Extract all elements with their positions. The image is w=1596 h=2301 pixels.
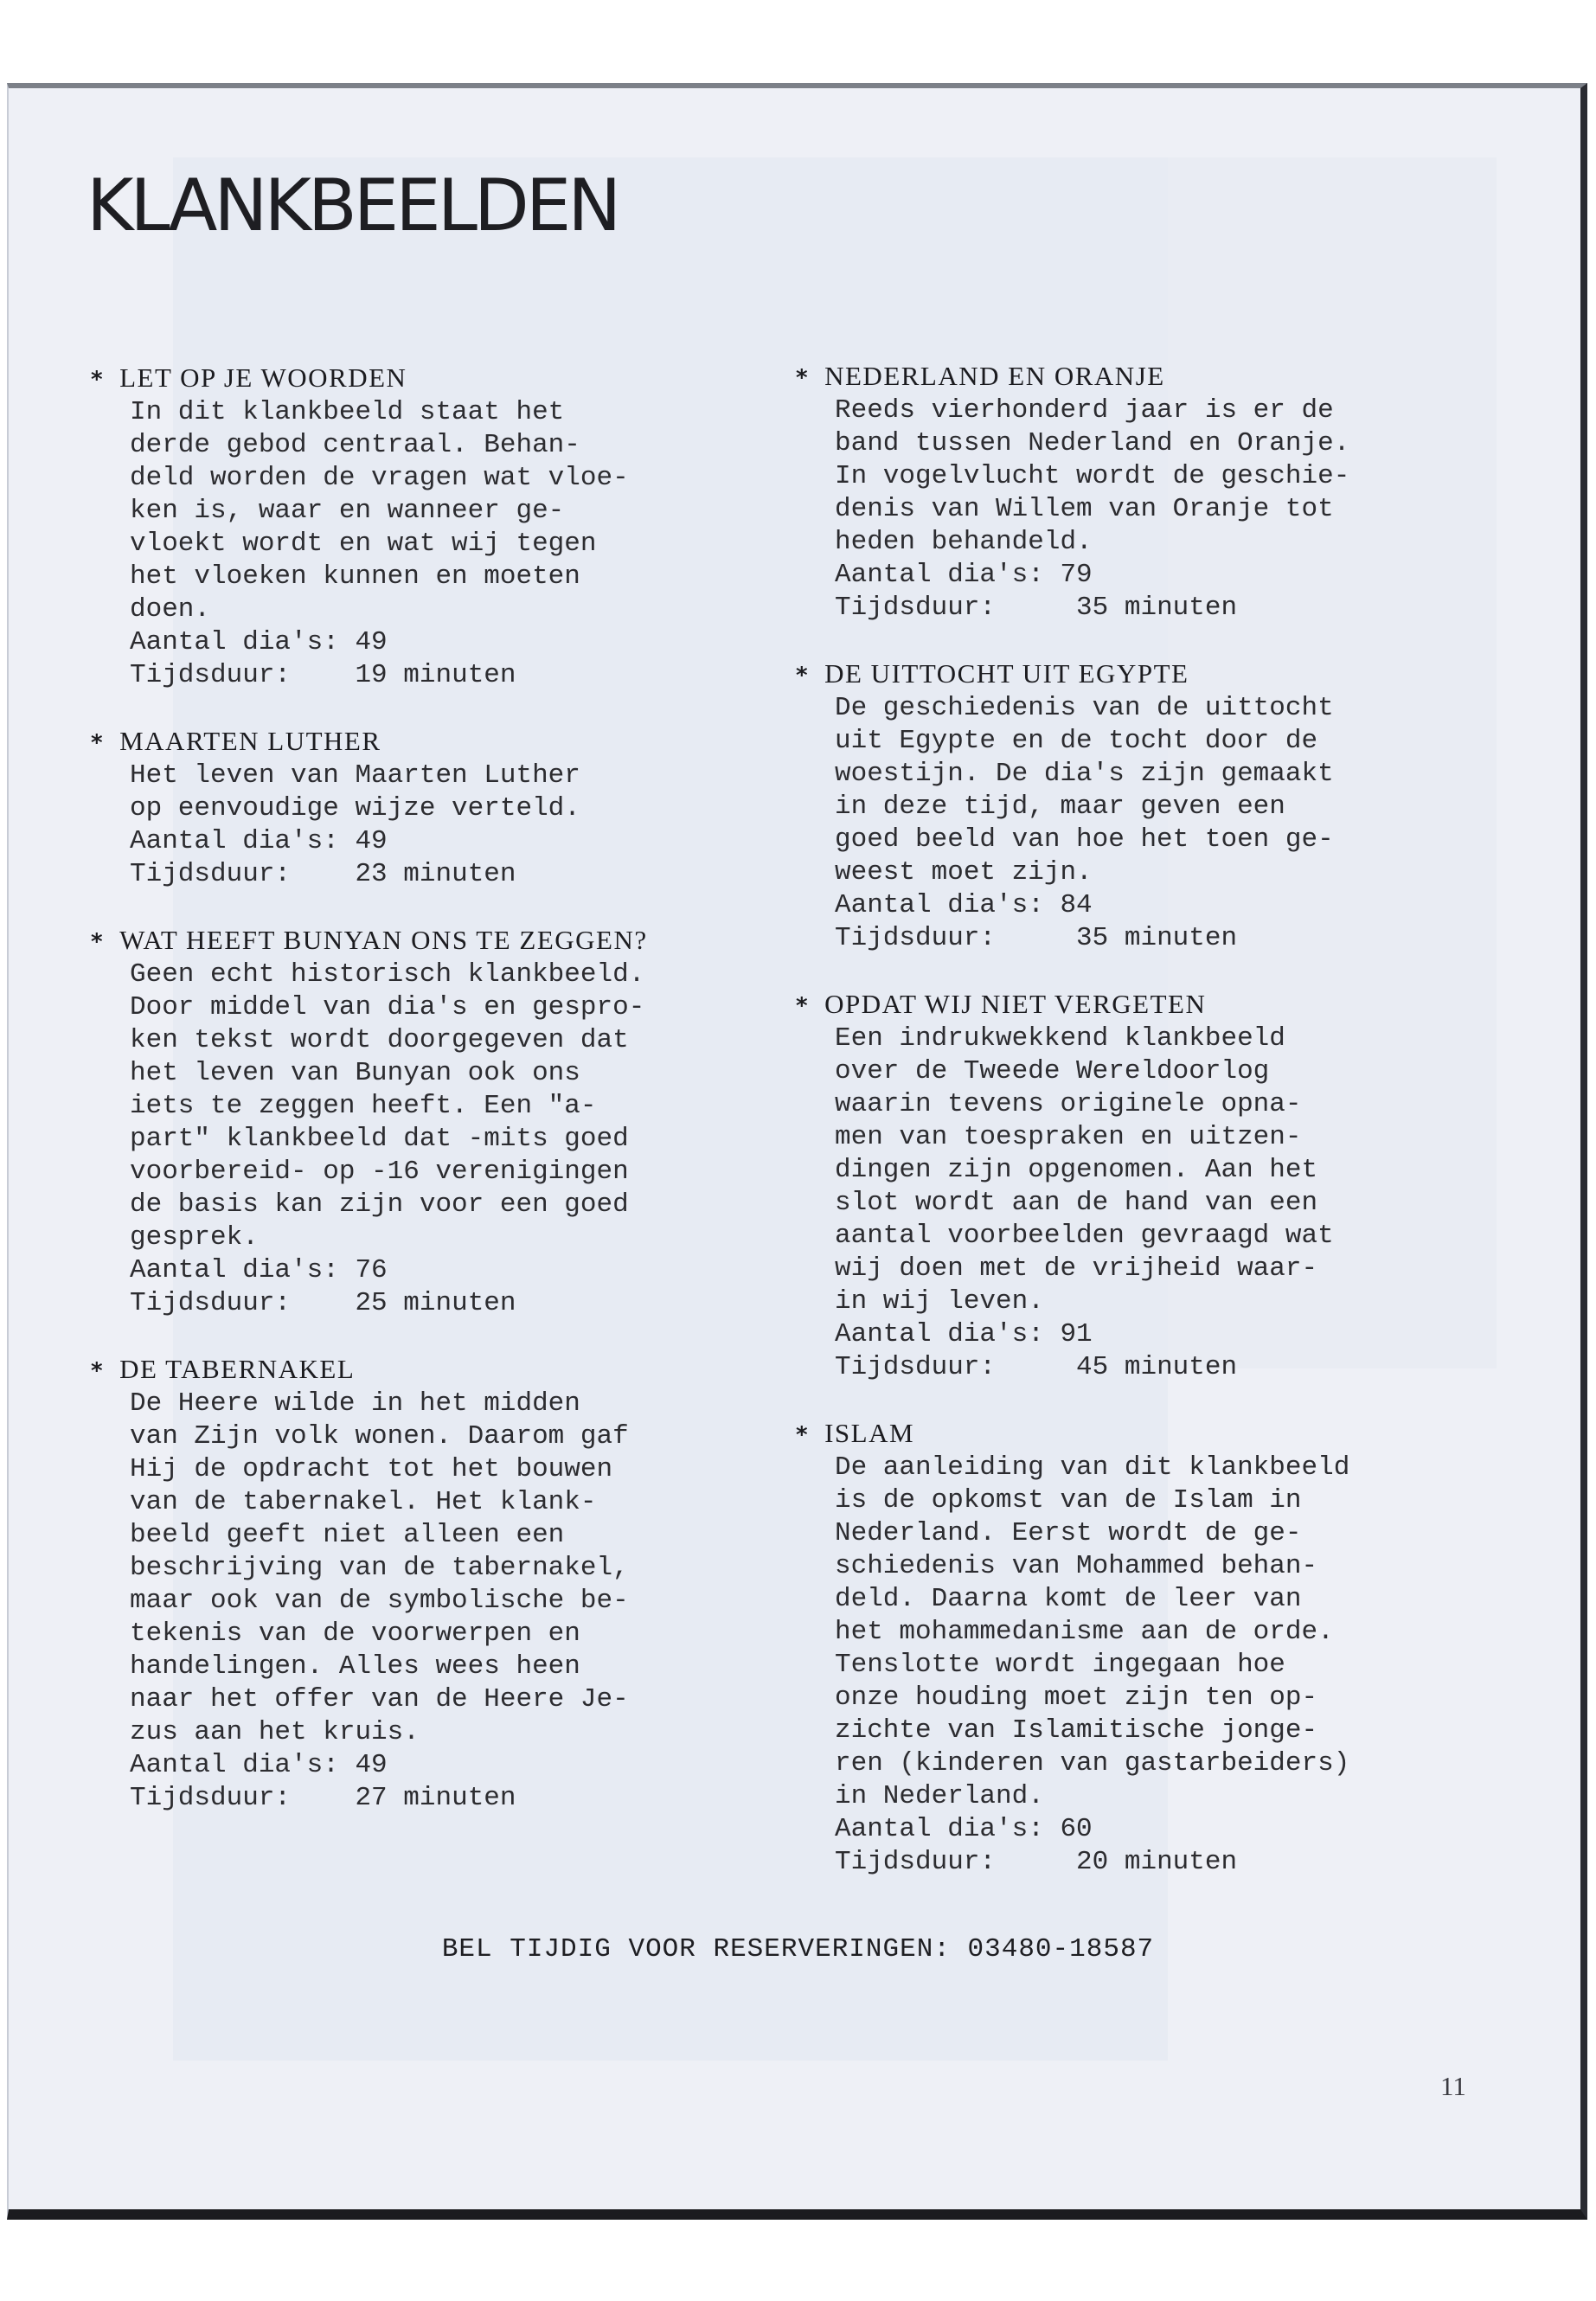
bullet-star-icon: *	[796, 365, 810, 391]
duration-value: 25	[355, 1288, 388, 1318]
duration-line: Tijdsduur: 23 minuten	[130, 859, 516, 889]
reservation-footer: BEL TIJDIG VOOR RESERVERINGEN: 03480-18587	[441, 1934, 1155, 1965]
duration-value: 19	[355, 660, 388, 690]
entry-meta	[796, 559, 1497, 625]
entry-title: * WAT HEEFT BUNYAN ONS TE ZEGGEN?	[91, 925, 648, 955]
slides-count: 49	[355, 627, 388, 657]
left-column	[91, 362, 774, 1815]
entry-meta	[91, 626, 774, 692]
entry-title: * MAARTEN LUTHER	[91, 726, 381, 756]
entry-nederland-en-oranje	[796, 360, 1497, 625]
entry-description: Reeds vierhonderd jaar is er de band tussen Nederland en Oranje. In vogelvlucht wordt de geschie- denis van Willem van Oranje tot heden behandeld.	[835, 395, 1350, 557]
duration-line: Tijdsduur: 45 minuten	[835, 1352, 1238, 1382]
bullet-star-icon: *	[796, 1422, 810, 1448]
duration-line: Tijdsduur: 35 minuten	[835, 923, 1238, 953]
slides-count: 76	[355, 1255, 388, 1285]
entry-maarten-luther	[91, 725, 774, 891]
bullet-star-icon: *	[91, 1358, 105, 1384]
slides-line: Aantal dia's: 84	[835, 890, 1093, 920]
entry-opdat-wij-niet-vergeten	[796, 988, 1497, 1384]
entry-meta	[796, 1813, 1497, 1879]
entry-meta	[796, 1318, 1497, 1384]
right-column	[796, 360, 1497, 1879]
entry-bunyan	[91, 924, 774, 1320]
entry-description: Het leven van Maarten Luther op eenvoudige wijze verteld.	[130, 760, 580, 824]
duration-value: 27	[355, 1783, 388, 1813]
entry-description: Geen echt historisch klankbeeld. Door middel van dia's en gespro- ken tekst wordt doorgegeven dat het leven van Bunyan ook ons iets te zeggen heeft. Een "a- part" klankbeeld dat -mits goed voorbereid- op -16 verenigingen de basis kan zijn voor een goed gesprek.	[130, 959, 645, 1253]
slides-line: Aantal dia's: 79	[835, 560, 1093, 590]
entry-title: * DE UITTOCHT UIT EGYPTE	[796, 658, 1189, 689]
entry-description: De Heere wilde in het midden van Zijn volk wonen. Daarom gaf Hij de opdracht tot het bouwen van de tabernakel. Het klank- beeld geeft niet alleen een beschrijving van de tabernakel, maar ook van de symbolische be- tekenis van de voorwerpen en handelingen. Alles wees heen naar het offer van de Heere Je- zus aan het kruis.	[130, 1388, 629, 1747]
slides-line: Aantal dia's: 76	[130, 1255, 388, 1285]
duration-value: 35	[1076, 923, 1109, 953]
duration-line: Tijdsduur: 19 minuten	[130, 660, 516, 690]
entry-meta	[91, 1254, 774, 1320]
duration-line: Tijdsduur: 35 minuten	[835, 593, 1238, 623]
entry-title: * ISLAM	[796, 1418, 915, 1448]
entry-description: De geschiedenis van de uittocht uit Egypte en de tocht door de woestijn. De dia's zijn gemaakt in deze tijd, maar geven een goed beeld van hoe het toen ge- weest moet zijn.	[835, 693, 1334, 888]
duration-value: 23	[355, 859, 388, 889]
bullet-star-icon: *	[796, 663, 810, 689]
duration-line: Tijdsduur: 20 minuten	[835, 1847, 1238, 1877]
slides-count: 49	[355, 1750, 388, 1780]
duration-value: 45	[1076, 1352, 1109, 1382]
entry-title: * DE TABERNAKEL	[91, 1354, 356, 1384]
entry-meta	[91, 1749, 774, 1815]
entry-title: * OPDAT WIJ NIET VERGETEN	[796, 989, 1207, 1019]
slides-line: Aantal dia's: 49	[130, 627, 388, 657]
entry-let-op-je-woorden	[91, 362, 774, 692]
slides-count: 60	[1060, 1814, 1093, 1844]
slides-count: 49	[355, 826, 388, 856]
duration-value: 35	[1076, 593, 1109, 623]
bullet-star-icon: *	[91, 929, 105, 955]
page-title: KLANKBEELDEN	[87, 163, 619, 247]
entry-de-tabernakel	[91, 1353, 774, 1815]
entry-description: De aanleiding van dit klankbeeld is de opkomst van de Islam in Nederland. Eerst wordt de ge- schiedenis van Mohammed behan- deld. Daarna komt de leer van het mohammedanisme aan de orde. Tenslotte wordt ingegaan hoe onze houding moet zijn ten op- zichte van Islamitische jonge- ren (kinderen van gastarbeiders) in Nederland.	[835, 1452, 1350, 1811]
entry-title: * NEDERLAND EN ORANJE	[796, 361, 1165, 391]
bullet-star-icon: *	[91, 730, 105, 756]
slides-count: 79	[1060, 560, 1093, 590]
slides-count: 84	[1060, 890, 1093, 920]
slides-line: Aantal dia's: 49	[130, 1750, 388, 1780]
entry-title: * LET OP JE WOORDEN	[91, 362, 407, 393]
entry-meta	[91, 825, 774, 891]
entry-description: In dit klankbeeld staat het derde gebod centraal. Behan- deld worden de vragen wat vloe- ken is, waar en wanneer ge- vloekt wordt en wat wij tegen het vloeken kunnen en moeten doen.	[130, 397, 629, 625]
duration-line: Tijdsduur: 27 minuten	[130, 1783, 516, 1813]
page-number: 11	[1440, 2071, 1466, 2101]
slides-line: Aantal dia's: 49	[130, 826, 388, 856]
entry-description: Een indrukwekkend klankbeeld over de Tweede Wereldoorlog waarin tevens originele opna- men van toespraken en uitzen- dingen zijn opgenomen. Aan het slot wordt aan de hand van een aantal voorbeelden gevraagd wat wij doen met de vrijheid waar- in wij leven.	[835, 1023, 1334, 1317]
duration-line: Tijdsduur: 25 minuten	[130, 1288, 516, 1318]
bullet-star-icon: *	[91, 367, 105, 393]
entry-meta	[796, 889, 1497, 955]
entry-uittocht-uit-egypte	[796, 657, 1497, 955]
slides-line: Aantal dia's: 60	[835, 1814, 1093, 1844]
slides-line: Aantal dia's: 91	[835, 1319, 1093, 1349]
bullet-star-icon: *	[796, 993, 810, 1019]
entry-islam	[796, 1417, 1497, 1879]
slides-count: 91	[1060, 1319, 1093, 1349]
duration-value: 20	[1076, 1847, 1109, 1877]
